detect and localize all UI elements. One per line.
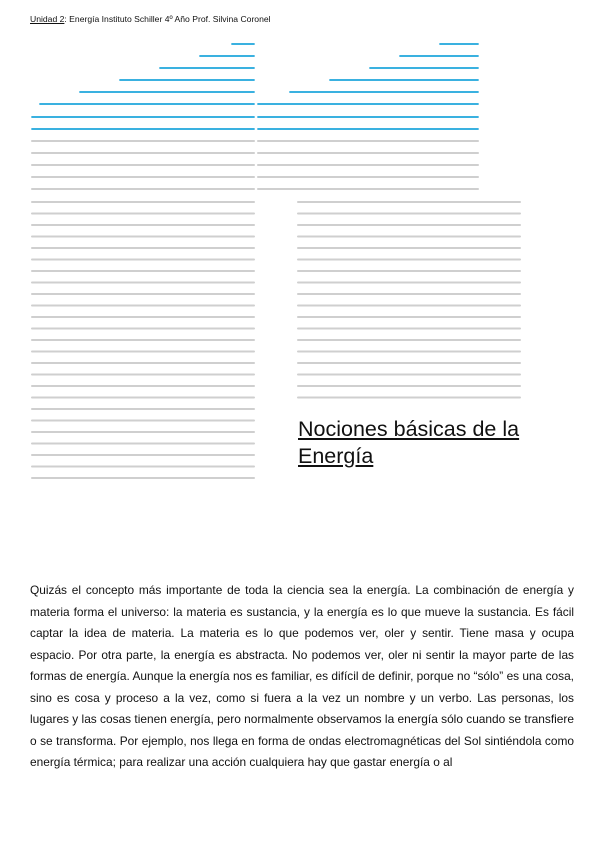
body-paragraph: Quizás el concepto más importante de toda la ciencia sea la energía. La combinación de energía y materia forma el universo: la materia es sustancia, y la energía es lo que mueve la sustancia. Es fácil captar la idea de materia. La materia es lo que podemos ver, oler y sentir. Tiene masa y ocupa espacio. Por otra parte, la energía es abstracta. No podemos ver, oler ni sentir la mayor parte de las formas de energía. Aunque la energía nos es familiar, es difícil de definir, porque no “sólo” es una cosa, sino es cosa y proceso a la vez, como si fuera a la vez un nombre y un verbo. Las personas, los lugares y las cosas tienen energía, pero normalmente observamos la energía sólo cuando se transfiere o se transforma. Por ejemplo, nos llega en forma de ondas electromagnéticas del Sol sintiéndola como energía térmica; para realizar una acción cualquiera hay que gastar energía o al bbox=[30, 583, 574, 769]
document-title: Nociones básicas de la Energía bbox=[298, 417, 520, 468]
blue-stripes-left bbox=[32, 44, 254, 129]
gray-lines-right bbox=[258, 141, 520, 398]
unit-label: Unidad 2 bbox=[30, 14, 65, 24]
gray-lines-left bbox=[32, 141, 254, 478]
header-info: : Energía Instituto Schiller 4º Año Prof. Silvina Coronel bbox=[64, 14, 271, 24]
blue-stripes-right bbox=[258, 44, 478, 129]
